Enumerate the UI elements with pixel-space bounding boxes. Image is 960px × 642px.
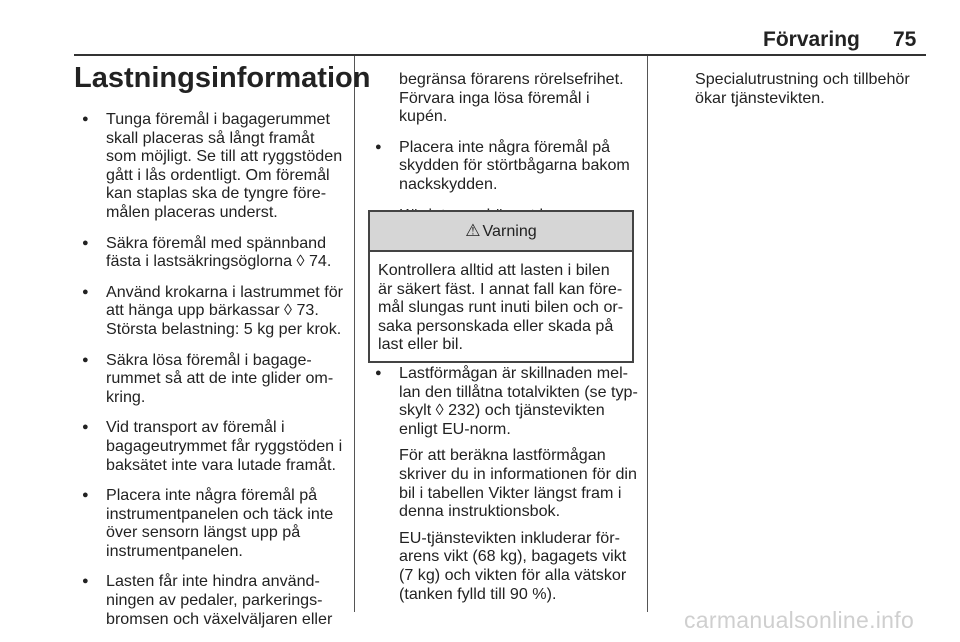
warning-title: Varning	[482, 221, 537, 240]
header-divider	[74, 54, 926, 56]
bullet-list	[82, 110, 348, 628]
warning-header	[370, 212, 632, 252]
column-1	[82, 110, 348, 640]
warning-text: Kontrollera alltid att lasten i bilen är säkert fäst. I annat fall kan före-mål slungas runt inuti bilen och or-saka personskada eller skada på last eller bil.	[378, 261, 624, 354]
warning-box	[368, 210, 634, 363]
page-number: 75	[893, 28, 917, 51]
column-divider	[647, 56, 648, 612]
column-2-lower	[375, 364, 639, 615]
list-item	[375, 364, 639, 603]
list-item: ● Använd krokarna i lastrummet för att hänga upp bärkassar ◊ 73. Största belastning: 5 kg per krok.	[82, 283, 348, 339]
paragraph: Specialutrustning och tillbehör ökar tjänstevikten.	[695, 70, 910, 107]
continuation-text: begränsa förarens rörelsefrihet. Förvara inga lösa föremål i kupén.	[399, 70, 624, 126]
list-item: ● Placera inte några föremål på skydden för störtbågarna bakom nackskydden.	[375, 138, 639, 194]
list-item: ● Placera inte några föremål på instrumentpanelen och täck inte över sensorn längst upp på instrumentpanelen.	[82, 486, 348, 560]
watermark: carmanualsonline.info	[684, 607, 915, 633]
list-item: ● Lasten får inte hindra använd-ningen av pedaler, parkerings-bromsen och växelväljaren eller	[82, 572, 348, 628]
warning-icon: ⚠	[465, 221, 481, 240]
list-item: ● Tunga föremål i bagagerummet skall placeras så långt framåt som möjligt. Se till att ryggstöden gått i lås ordentligt. Om föremål kan staplas ska de tyngre före-målen placeras underst.	[82, 110, 348, 222]
list-item-text: Lastförmågan är skillnaden mel-lan den tillåtna totalvikten (se typ-skylt ◊ 232) och tjänstevikten enligt EU-norm.	[399, 364, 638, 438]
page-title: Lastningsinformation	[74, 62, 371, 94]
list-item: ● Säkra föremål med spännband fästa i lastsäkringsöglorna ◊ 74.	[82, 234, 348, 271]
section-title: Förvaring	[763, 28, 860, 51]
column-3	[695, 70, 925, 107]
column-divider	[354, 56, 355, 612]
list-item: ● Säkra lösa föremål i bagage-rummet så att de inte glider om-kring.	[82, 351, 348, 407]
list-item: ● Vid transport av föremål i bagageutrymmet får ryggstöden i baksätet inte vara lutade framåt.	[82, 418, 348, 474]
paragraph: EU-tjänstevikten inkluderar för-arens vikt (68 kg), bagagets vikt (7 kg) och vikten för alla vätskor (tanken fylld till 90 %).	[399, 528, 627, 603]
paragraph: För att beräkna lastförmågan skriver du in informationen för din bil i tabellen Vikter längst fram i denna instruktionsbok.	[399, 446, 637, 521]
bullet-list	[375, 364, 639, 603]
